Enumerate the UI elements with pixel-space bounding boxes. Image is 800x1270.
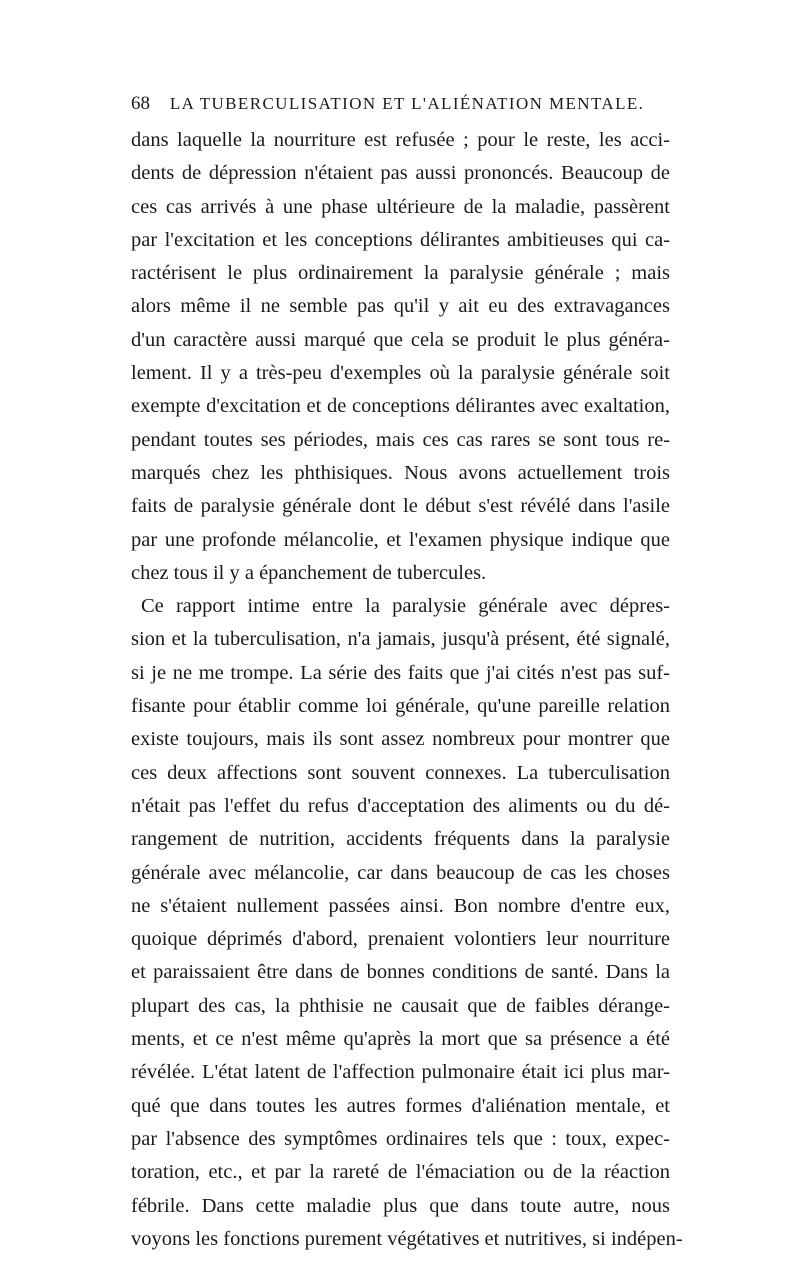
text-line: rangement de nutrition, accidents fréquents dans la paralysie (131, 828, 670, 851)
text-line: ces cas arrivés à une phase ultérieure de la maladie, passèrent (131, 195, 670, 218)
page-number: 68 (131, 93, 150, 114)
text-line: chez tous il y a épanchement de tubercules. (131, 561, 487, 584)
text-line: fisante pour établir comme loi générale, qu'une pareille relation (131, 695, 670, 718)
text-line: ments, et ce n'est même qu'après la mort que sa présence a été (131, 1028, 670, 1051)
body-text (131, 124, 683, 1256)
text-line: plupart des cas, la phthisie ne causait que de faibles dérange- (131, 994, 670, 1017)
text-line: fébrile. Dans cette maladie plus que dans toute autre, nous (131, 1194, 670, 1217)
running-title: LA TUBERCULISATION ET L'ALIÉNATION MENTALE. (169, 94, 645, 113)
text-line: si je ne me trompe. La série des faits que j'ai cités n'est pas suf- (131, 661, 670, 684)
text-line: par l'absence des symptômes ordinaires tels que : toux, expec- (131, 1127, 670, 1150)
text-line: d'un caractère aussi marqué que cela se produit le plus généra- (131, 328, 670, 351)
text-line: révélée. L'état latent de l'affection pulmonaire était ici plus mar- (131, 1061, 670, 1084)
text-line: ne s'étaient nullement passées ainsi. Bon nombre d'entre eux, (131, 894, 670, 917)
text-line: dents de dépression n'étaient pas aussi prononcés. Beaucoup de (131, 162, 670, 185)
text-line: ces deux affections sont souvent connexes. La tuberculisation (131, 761, 670, 784)
text-line: qué que dans toutes les autres formes d'aliénation mentale, et (131, 1094, 670, 1117)
text-line: marqués chez les phthisiques. Nous avons actuellement trois (131, 461, 670, 484)
text-line: sion et la tuberculisation, n'a jamais, jusqu'à présent, été signalé, (131, 628, 670, 651)
text-line: Ce rapport intime entre la paralysie générale avec dépres- (141, 595, 670, 618)
text-line: faits de paralysie générale dont le début s'est révélé dans l'asile (131, 495, 670, 518)
text-line: par une profonde mélancolie, et l'examen physique indique que (131, 528, 670, 551)
text-line: voyons les fonctions purement végétatives et nutritives, si indépen- (131, 1227, 683, 1250)
text-line: lement. Il y a très-peu d'exemples où la paralysie générale soit (131, 362, 670, 385)
text-line: et paraissaient être dans de bonnes conditions de santé. Dans la (131, 961, 670, 984)
text-line: n'était pas l'effet du refus d'acceptation des aliments ou du dé- (131, 794, 670, 817)
text-line: pendant toutes ses périodes, mais ces cas rares se sont tous re- (131, 428, 670, 451)
text-line: générale avec mélancolie, car dans beaucoup de cas les choses (131, 861, 670, 884)
text-line: par l'excitation et les conceptions délirantes ambitieuses qui ca- (131, 228, 670, 251)
text-line: exempte d'excitation et de conceptions délirantes avec exaltation, (131, 395, 670, 418)
text-line: toration, etc., et par la rareté de l'émaciation ou de la réaction (131, 1161, 670, 1184)
text-line: alors même il ne semble pas qu'il y ait eu des extravagances (131, 295, 670, 318)
running-header (131, 93, 671, 117)
text-line: existe toujours, mais ils sont assez nombreux pour montrer que (131, 728, 670, 751)
text-line: ractérisent le plus ordinairement la paralysie générale ; mais (131, 262, 670, 285)
text-line: quoique déprimés d'abord, prenaient volontiers leur nourriture (131, 928, 670, 951)
text-line: dans laquelle la nourriture est refusée ; pour le reste, les acci- (131, 129, 670, 151)
